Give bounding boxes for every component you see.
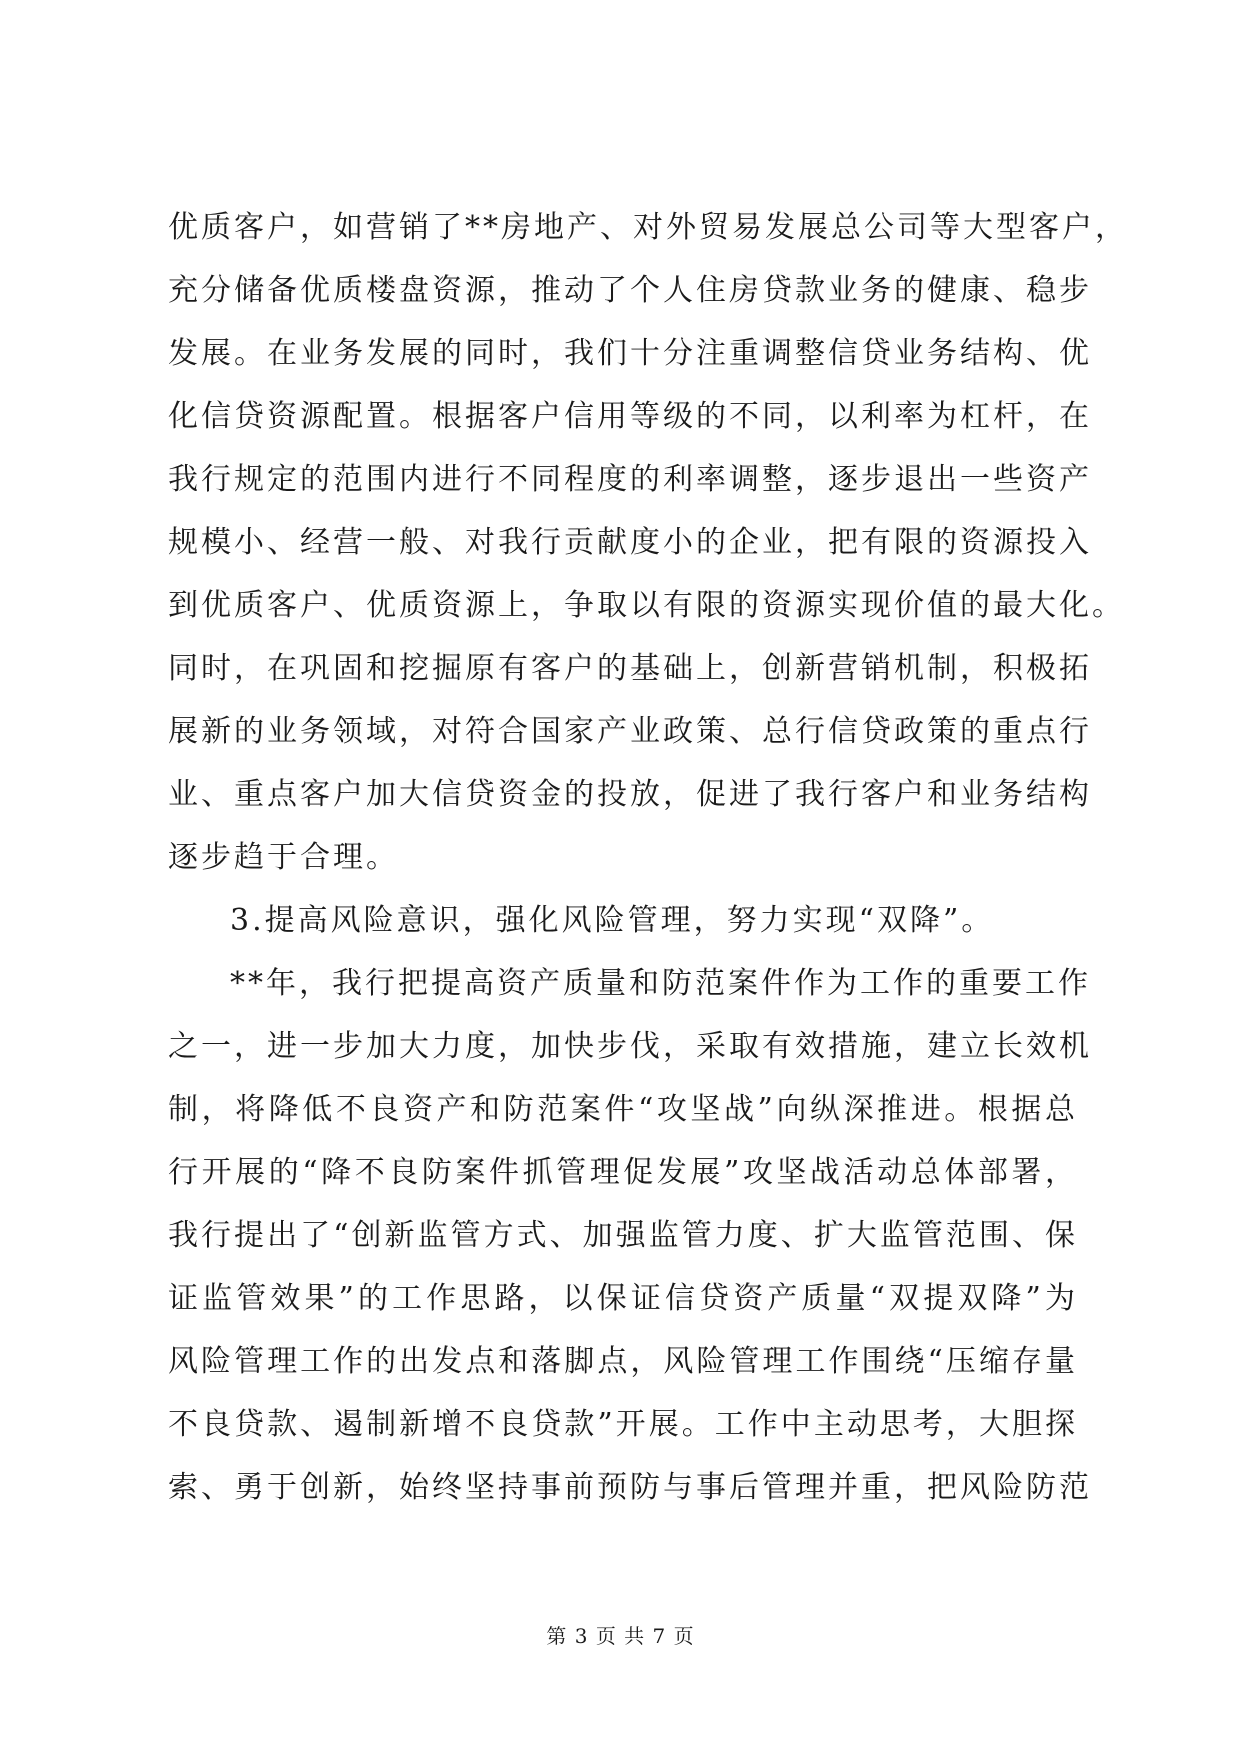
text-line: 充分储备优质楼盘资源，推动了个人住房贷款业务的健康、稳步: [168, 273, 1092, 308]
text-line: 逐步趋于合理。: [168, 840, 399, 875]
section-heading: 3.提高风险意识，强化风险管理，努力实现“双降”。: [230, 903, 995, 938]
text-line: 规模小、经营一般、对我行贡献度小的企业，把有限的资源投入: [168, 525, 1092, 560]
text-line: **年，我行把提高资产质量和防范案件作为工作的重要工作: [230, 966, 1091, 1001]
text-line: 展新的业务领域，对符合国家产业政策、总行信贷政策的重点行: [168, 714, 1092, 749]
text-line: 风险管理工作的出发点和落脚点，风险管理工作围绕“压缩存量: [168, 1344, 1078, 1379]
text-line: 制，将降低不良资产和防范案件“攻坚战”向纵深推进。根据总: [168, 1092, 1078, 1127]
text-line: 行开展的“降不良防案件抓管理促发展”攻坚战活动总体部署，: [168, 1155, 1078, 1190]
text-line: 索、勇于创新，始终坚持事前预防与事后管理并重，把风险防范: [168, 1470, 1092, 1505]
page-number: 第 3 页 共 7 页: [546, 1624, 695, 1648]
text-line: 同时，在巩固和挖掘原有客户的基础上，创新营销机制，积极拓: [168, 651, 1092, 686]
document-body: [168, 196, 1128, 1519]
text-line: 证监管效果”的工作思路，以保证信贷资产质量“双提双降”为: [168, 1281, 1078, 1316]
text-line: 我行提出了“创新监管方式、加强监管力度、扩大监管范围、保: [168, 1218, 1078, 1253]
text-line: 业、重点客户加大信贷资金的投放，促进了我行客户和业务结构: [168, 777, 1092, 812]
text-line: 不良贷款、遏制新增不良贷款”开展。工作中主动思考，大胆探: [168, 1407, 1078, 1442]
text-line: 到优质客户、优质资源上，争取以有限的资源实现价值的最大化。: [168, 588, 1125, 623]
text-line: 之一，进一步加大力度，加快步伐，采取有效措施，建立长效机: [168, 1029, 1092, 1064]
text-line: 发展。在业务发展的同时，我们十分注重调整信贷业务结构、优: [168, 336, 1092, 371]
text-line: 优质客户，如营销了**房地产、对外贸易发展总公司等大型客户，: [168, 210, 1128, 245]
text-line: 化信贷资源配置。根据客户信用等级的不同，以利率为杠杆，在: [168, 399, 1092, 434]
text-line: 我行规定的范围内进行不同程度的利率调整，逐步退出一些资产: [168, 462, 1092, 497]
